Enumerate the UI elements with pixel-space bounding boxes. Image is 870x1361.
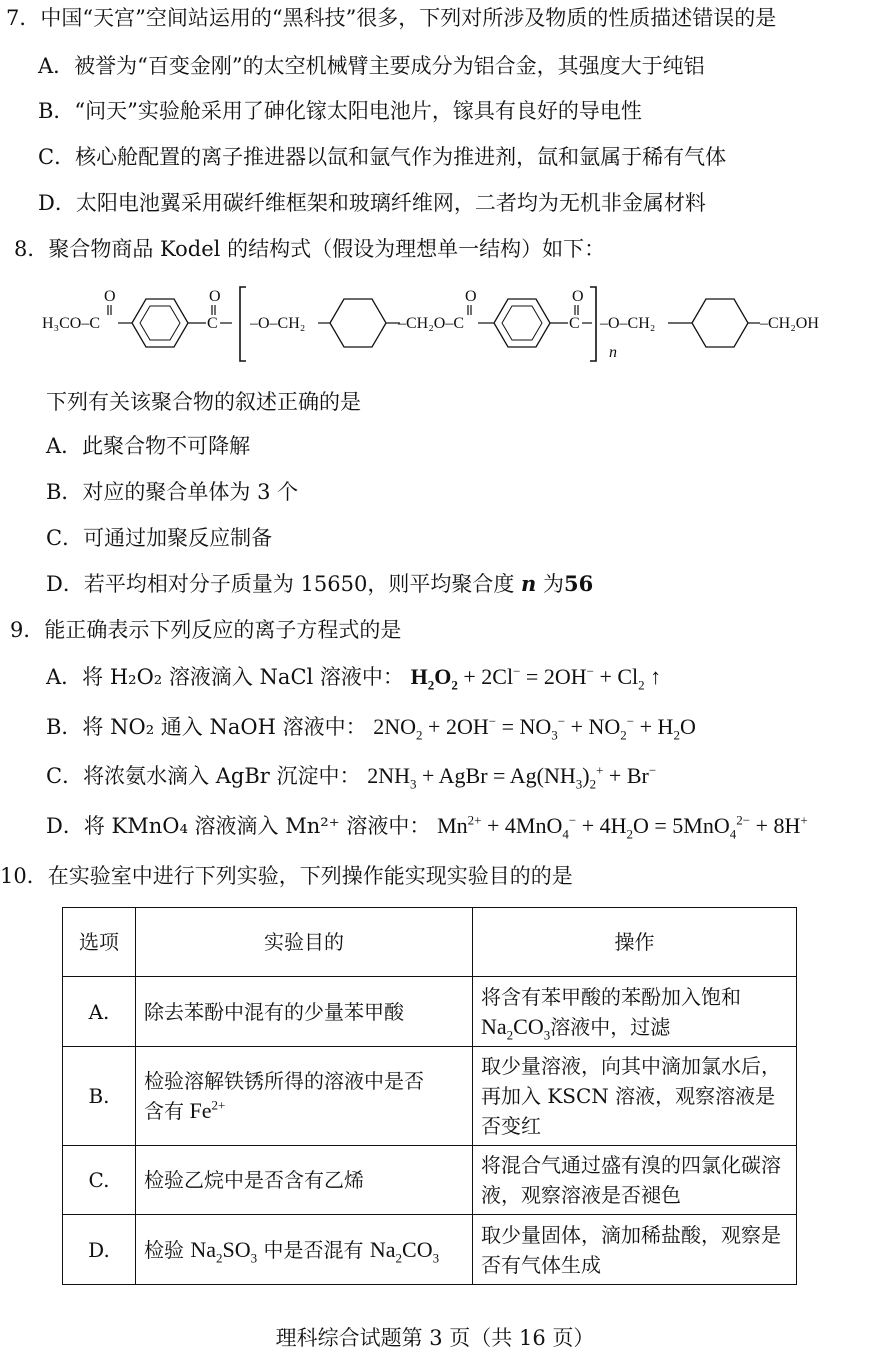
- left-bracket: [240, 287, 246, 361]
- row-goal: 除去苯酚中混有的少量苯甲酸: [136, 977, 473, 1047]
- ether-ch2-label: –O–CH₂: [250, 315, 306, 332]
- q9-option-d: [46, 812, 808, 840]
- q9-stem: 9．能正确表示下列反应的离子方程式的是: [10, 618, 402, 642]
- q9-option-c: [46, 762, 656, 790]
- table-row: [63, 1215, 797, 1285]
- row-operation-part2: 溶液中，过滤: [550, 1014, 671, 1039]
- q9-option-a-equation: $H_2O_2 + 2Cl^- = 2OH^- + Cl_2$ ↑: [410, 663, 662, 693]
- row-option: B.: [63, 1047, 136, 1146]
- q8-option-d-wei: 为: [543, 572, 564, 596]
- ester-ch2o-label: –CH₂O–C: [398, 315, 465, 332]
- ferrous-ion-formula: $Fe^{2+}$: [184, 1097, 226, 1123]
- q7-option-c: C．核心舱配置的离子推进器以氙和氩气作为推进剂，氙和氩属于稀有气体: [38, 145, 727, 169]
- q8-option-d-n: n: [521, 571, 537, 596]
- carbonyl-c-label: C: [569, 315, 580, 332]
- header-option: 选项: [63, 908, 136, 977]
- benzene-ring: [494, 299, 550, 347]
- q8-option-d-prefix: D．若平均相对分子质量为: [46, 572, 294, 596]
- row-option: A.: [63, 977, 136, 1047]
- q8-option-b: B．对应的聚合单体为 3 个: [46, 480, 299, 504]
- ether-ch2-label: –O–CH₂: [600, 315, 656, 332]
- carbonyl-c-label: C: [207, 315, 218, 332]
- row-operation: 取少量固体，滴加稀盐酸，观察是否有气体生成: [473, 1215, 797, 1285]
- q8-option-d-value: 56: [564, 571, 594, 596]
- row-goal-part1: 检验: [144, 1237, 184, 1262]
- benzene-ring: [132, 299, 188, 347]
- sodium-carbonate-formula: $Na_2CO_3$: [369, 1236, 440, 1265]
- cyclohexane-ring: [692, 299, 748, 347]
- q7-option-a: A．被誉为“百变金刚”的太空机械臂主要成分为铝合金，其强度大于纯铝: [38, 54, 705, 78]
- q8-lead: 下列有关该聚合物的叙述正确的是: [46, 390, 361, 414]
- sodium-sulfite-formula: $Na_2SO_3$: [190, 1236, 258, 1265]
- table-row: [63, 977, 797, 1047]
- cyclohexane-ring: [330, 299, 386, 347]
- q9-option-d-equation: $Mn^{2+} + 4MnO_4^- + 4H_2O = 5MnO_4^{2-} + 8H^+$: [437, 812, 808, 842]
- row-operation-part1: 将含有苯甲酸的苯酚加入饱和: [481, 984, 741, 1009]
- table-row: [63, 1146, 797, 1215]
- carbonyl-o-label: O: [572, 288, 584, 305]
- repeat-unit-n-label: n: [609, 344, 617, 361]
- table-header-row: [63, 908, 797, 977]
- row-goal-part1: 检验溶解铁锈所得的溶液中是否: [144, 1069, 424, 1093]
- q8-stem: 8．聚合物商品 Kodel 的结构式（假设为理想单一结构）如下：: [14, 237, 606, 261]
- q9-option-c-prefix: C．将浓氨水滴入 AgBr 沉淀中：: [46, 764, 361, 788]
- row-goal: 检验乙烷中是否含有乙烯: [136, 1146, 473, 1215]
- q9-option-a: [46, 663, 661, 691]
- q8-option-d-mass: 15650: [300, 572, 368, 596]
- q7-option-d: D．太阳电池翼采用碳纤维框架和玻璃纤维网，二者均为无机非金属材料: [38, 191, 706, 215]
- q9-option-b-equation: $2NO_2 + 2OH^- = NO_3^- + NO_2^- + H_2O$: [373, 713, 696, 743]
- q7-option-b: B．“问天”实验舱采用了砷化镓太阳电池片，镓具有良好的导电性: [38, 99, 642, 123]
- row-goal-part2: 中是否混有: [263, 1237, 364, 1262]
- q8-option-d-mid: ，则平均聚合度: [367, 572, 515, 596]
- row-option: D.: [63, 1215, 136, 1285]
- row-option: C.: [63, 1146, 136, 1215]
- row-goal: [136, 1047, 473, 1146]
- q9-option-b: [46, 713, 696, 741]
- header-operation: 操作: [473, 908, 797, 977]
- q8-option-c: C．可通过加聚反应制备: [46, 526, 273, 550]
- hydroxymethyl-label: –CH₂OH: [760, 315, 819, 332]
- row-goal: [136, 1215, 473, 1285]
- right-bracket: [590, 287, 596, 361]
- row-operation: [473, 977, 797, 1047]
- q8-option-a: A．此聚合物不可降解: [46, 434, 251, 458]
- q9-option-a-prefix: A．将 H₂O₂ 溶液滴入 NaCl 溶液中：: [46, 665, 404, 689]
- q9-option-b-prefix: B．将 NO₂ 通入 NaOH 溶液中：: [46, 715, 367, 739]
- carbonyl-o-label: O: [104, 288, 116, 305]
- q10-stem: 10．在实验室中进行下列实验，下列操作能实现实验目的的是: [0, 864, 573, 888]
- experiment-table: [62, 907, 797, 1285]
- row-operation: 取少量溶液，向其中滴加氯水后，再加入 KSCN 溶液，观察溶液是否变红: [473, 1047, 797, 1146]
- row-operation: 将混合气通过盛有溴的四氯化碳溶液，观察溶液是否褪色: [473, 1146, 797, 1215]
- q8-option-d: [46, 570, 593, 598]
- q9-option-c-equation: $2NH_3$ + AgBr = $Ag(NH_3)_2^+ + Br^-$: [367, 762, 657, 792]
- table-row: [63, 1047, 797, 1146]
- sodium-carbonate-formula: $Na_2CO_3$: [481, 1013, 551, 1042]
- kodel-structure-formula: [0, 283, 870, 373]
- q7-stem: 7．中国“天宫”空间站运用的“黑科技”很多，下列对所涉及物质的性质描述错误的是: [6, 6, 777, 30]
- carbonyl-o-label: O: [465, 288, 477, 305]
- row-goal-part2: 含有: [144, 1099, 184, 1123]
- header-goal: 实验目的: [136, 908, 473, 977]
- page-footer: 理科综合试题第 3 页（共 16 页）: [275, 1326, 595, 1350]
- carbonyl-o-label: O: [209, 288, 221, 305]
- q9-option-d-prefix: D．将 KMnO₄ 溶液滴入 Mn²⁺ 溶液中：: [46, 814, 431, 838]
- methoxy-group-label: H₃CO–C: [42, 315, 101, 332]
